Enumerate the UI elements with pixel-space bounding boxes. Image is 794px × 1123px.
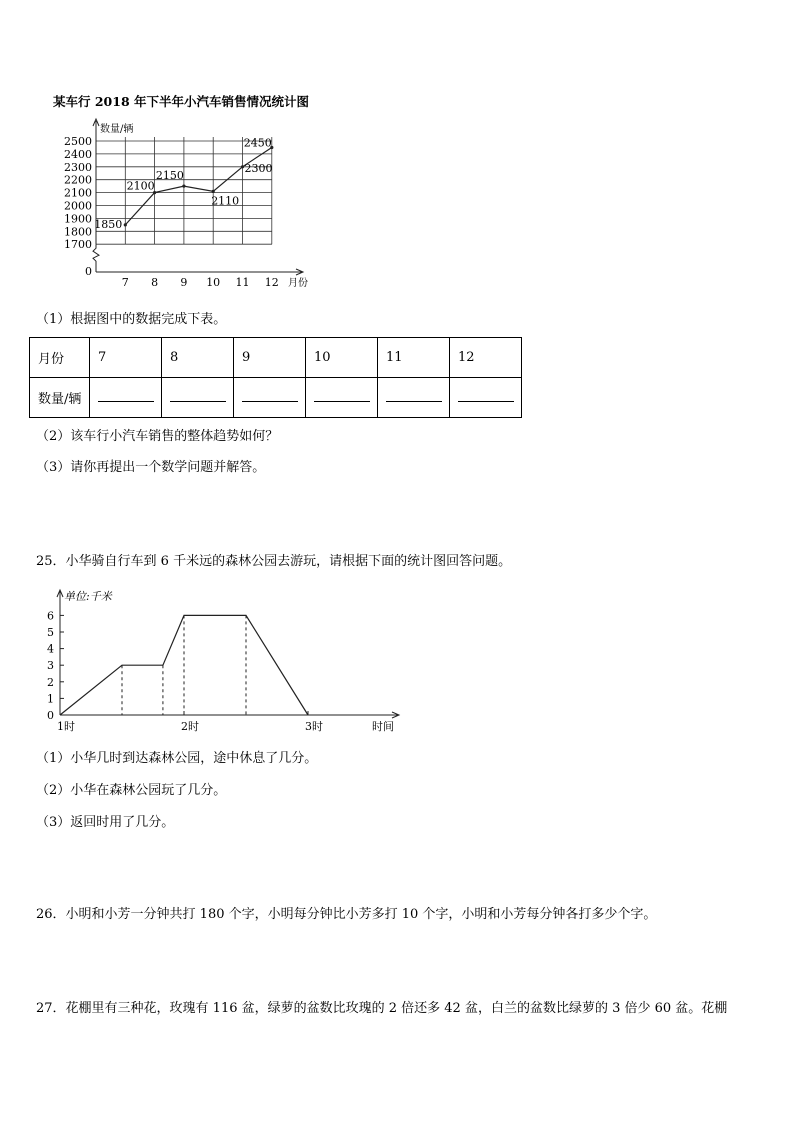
distance-time-chart (36, 583, 406, 738)
distance-chart-axes (57, 590, 399, 718)
y-tick-label: 0 (47, 709, 54, 722)
y-tick-label: 2300 (64, 160, 92, 174)
q24-sub2: （2）该车行小汽车销售的整体趋势如何？ (36, 429, 279, 444)
q25-sub3: （3）返回时用了几分。 (36, 815, 175, 830)
y-tick-label: 0 (85, 265, 92, 278)
answer-blank[interactable] (162, 378, 234, 418)
table-cell-month: 8 (162, 338, 234, 378)
sales-chart-x-ticks (122, 276, 279, 289)
q25-text: 25．小华骑自行车到 6 千米远的森林公园去游玩，请根据下面的统计图回答问题。 (36, 554, 512, 569)
y-tick-label: 1800 (64, 225, 92, 239)
y-tick-label: 2200 (64, 173, 92, 187)
data-label: 2110 (211, 194, 240, 208)
distance-chart-y-ticks (47, 609, 64, 722)
y-axis-break (93, 244, 99, 272)
x-tick-label: 11 (235, 276, 250, 289)
data-point (124, 223, 127, 226)
y-tick-label: 2400 (64, 147, 92, 161)
x-tick-label: 9 (180, 276, 188, 289)
data-point (182, 185, 185, 188)
y-tick-label: 2000 (64, 199, 92, 213)
y-tick-label: 2500 (64, 135, 92, 148)
y-tick-label: 4 (47, 642, 54, 656)
y-tick-label: 1700 (64, 238, 92, 252)
data-label: 2300 (244, 161, 273, 175)
sales-chart-xlabel: 月份 (288, 278, 308, 289)
q24-sub3: （3）请你再提出一个数学问题并解答。 (36, 460, 266, 475)
x-tick-label: 10 (206, 276, 221, 289)
x-tick-label: 3时 (305, 720, 323, 733)
table-cell-month: 12 (450, 338, 522, 378)
x-tick-label: 1时 (57, 720, 75, 733)
sales-data-labels (94, 136, 272, 230)
y-tick-label: 3 (47, 659, 54, 673)
table-cell-month: 11 (378, 338, 450, 378)
x-tick-label: 7 (121, 276, 129, 289)
distance-chart-xlabel: 时间 (372, 720, 394, 733)
sales-chart-grid (96, 137, 272, 244)
table-cell-month: 9 (234, 338, 306, 378)
table-row-quantity (30, 378, 522, 418)
sales-chart-y-ticks (64, 135, 92, 278)
q25-sub2: （2）小华在森林公园玩了几分。 (36, 783, 227, 798)
y-tick-label: 1 (47, 692, 54, 706)
table-cell-month: 7 (90, 338, 162, 378)
x-tick-label: 12 (264, 276, 279, 289)
x-tick-label: 8 (151, 276, 159, 289)
sales-chart-title: 某车行 2018 年下半年小汽车销售情况统计图 (53, 94, 309, 109)
table-header-quantity: 数量/辆 (30, 378, 90, 418)
sales-chart-ylabel: 数量/辆 (100, 124, 134, 135)
q24-sub1: （1）根据图中的数据完成下表。 (36, 312, 227, 327)
sales-fill-table (29, 337, 522, 418)
answer-blank[interactable] (90, 378, 162, 418)
table-row-month (30, 338, 522, 378)
data-label: 2450 (243, 136, 272, 150)
table-header-month: 月份 (30, 338, 90, 378)
distance-chart-x-ticks (57, 711, 323, 733)
answer-blank[interactable] (306, 378, 378, 418)
q26-text: 26．小明和小芳一分钟共打 180 个字，小明每分钟比小芳多打 10 个字，小明和小芳每分钟各打多少个字。 (36, 907, 657, 922)
answer-blank[interactable] (378, 378, 450, 418)
distance-chart-ylabel: 单位:千米 (64, 590, 112, 603)
data-point (212, 190, 215, 193)
x-tick-label: 2时 (181, 720, 199, 733)
answer-blank[interactable] (450, 378, 522, 418)
y-tick-label: 6 (47, 609, 54, 623)
y-tick-label: 2100 (64, 186, 92, 200)
table-cell-month: 10 (306, 338, 378, 378)
q25-sub1: （1）小华几时到达森林公园，途中休息了几分。 (36, 751, 318, 766)
y-tick-label: 5 (47, 626, 54, 639)
y-tick-label: 1900 (64, 212, 92, 226)
y-tick-label: 2 (47, 675, 54, 689)
data-label: 1850 (94, 217, 123, 231)
data-label: 2100 (126, 179, 155, 193)
q27-text: 27．花棚里有三种花，玫瑰有 116 盆，绿萝的盆数比玫瑰的 2 倍还多 42 盆，白兰的盆数比绿萝的 3 倍少 60 盆。花棚 (36, 1001, 728, 1016)
data-label: 2150 (155, 169, 184, 183)
sales-line-chart (40, 115, 330, 295)
answer-blank[interactable] (234, 378, 306, 418)
